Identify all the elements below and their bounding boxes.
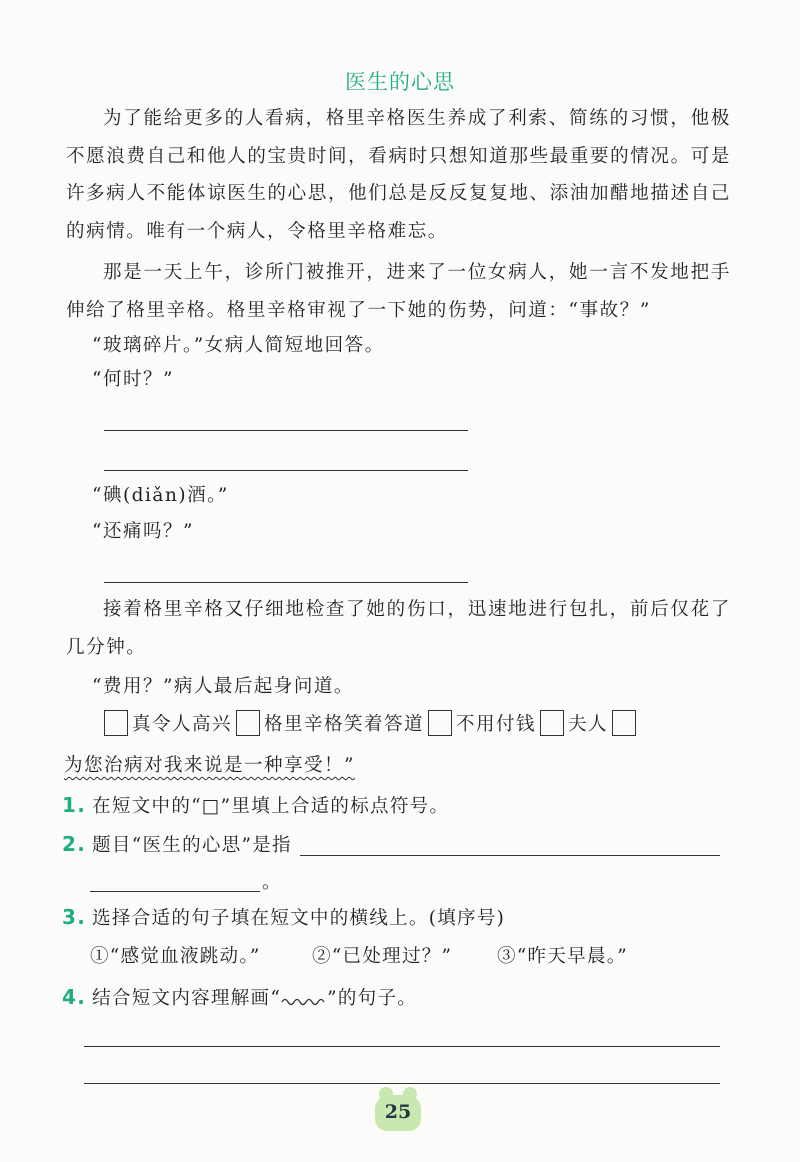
box-sentence bbox=[100, 710, 640, 736]
answer-blank-q2a[interactable] bbox=[300, 855, 720, 856]
paragraph-3: 接着格里辛格又仔细地检查了她的伤口，迅速地进行包扎，前后仅花了几分钟。 bbox=[66, 599, 731, 658]
question-4-text-after: ”的句子。 bbox=[327, 988, 418, 1009]
question-4-text-before: 结合短文内容理解画“ bbox=[92, 988, 282, 1009]
answer-blank-3[interactable] bbox=[104, 582, 468, 583]
punct-box-5[interactable] bbox=[612, 710, 636, 736]
answer-blank-q4b[interactable] bbox=[84, 1083, 720, 1084]
dialogue-iodine: “碘(diǎn)酒。” bbox=[92, 485, 229, 506]
answer-blank-q4a[interactable] bbox=[84, 1046, 720, 1047]
answer-blank-2[interactable] bbox=[104, 470, 468, 471]
question-3-text: 选择合适的句子填在短文中的横线上。(填序号) bbox=[92, 908, 506, 929]
question-2-number: 2. bbox=[62, 832, 87, 856]
wavy-sentence bbox=[64, 752, 355, 780]
question-1 bbox=[62, 790, 449, 822]
page-number: 25 bbox=[384, 1101, 412, 1123]
answer-blank-1[interactable] bbox=[104, 430, 468, 431]
question-4-number: 4. bbox=[62, 985, 87, 1009]
box-segment-2: 格里辛格笑着答道 bbox=[264, 714, 425, 735]
question-2-tail: 。 bbox=[262, 872, 282, 893]
box-segment-1: 真令人高兴 bbox=[132, 714, 233, 735]
question-4 bbox=[62, 982, 417, 1014]
dialogue-glass: “玻璃碎片。”女病人简短地回答。 bbox=[92, 335, 385, 356]
punct-box-4[interactable] bbox=[540, 710, 564, 736]
wavy-line-icon bbox=[281, 994, 327, 1006]
question-2 bbox=[62, 829, 292, 861]
option-3: ③“昨天早晨。” bbox=[497, 946, 629, 967]
dialogue-when: “何时？” bbox=[92, 369, 174, 390]
page-number-badge bbox=[375, 1095, 421, 1131]
page-title: 医生的心思 bbox=[345, 70, 455, 94]
dialogue-hurt: “还痛吗？” bbox=[92, 521, 194, 542]
paragraph-1: 为了能给更多的人看病，格里辛格医生养成了利索、简练的习惯，他极不愿浪费自己和他人的宝贵时间，看病时只想知道那些最重要的情况。可是许多病人不能体谅医生的心思，他们总是反反复复地、添油加醋地描述自己的病情。唯有一个病人，令格里辛格难忘。 bbox=[66, 108, 731, 242]
paragraph-2: 那是一天上午，诊所门被推开，进来了一位女病人，她一言不发地把手伸给了格里辛格。格里辛格审视了一下她的伤势，问道：“事故？” bbox=[66, 262, 731, 321]
question-1-text: 在短文中的“□”里填上合适的标点符号。 bbox=[92, 796, 450, 817]
wavy-sentence-text: 为您治病对我来说是一种享受！” bbox=[64, 755, 355, 776]
box-segment-3: 不用付钱 bbox=[456, 714, 537, 735]
question-1-number: 1. bbox=[62, 793, 87, 817]
box-segment-4: 夫人 bbox=[568, 714, 609, 735]
answer-blank-q2b[interactable] bbox=[90, 891, 260, 892]
punct-box-2[interactable] bbox=[236, 710, 260, 736]
question-3-number: 3. bbox=[62, 905, 87, 929]
option-2: ②“已处理过？” bbox=[312, 946, 453, 967]
punct-box-1[interactable] bbox=[104, 710, 128, 736]
question-2-text: 题目“医生的心思”是指 bbox=[92, 835, 292, 856]
question-3 bbox=[62, 902, 505, 934]
option-1: ①“感觉血液跳动。” bbox=[90, 946, 261, 967]
punct-box-3[interactable] bbox=[428, 710, 452, 736]
dialogue-fee: “费用？”病人最后起身问道。 bbox=[92, 676, 354, 697]
